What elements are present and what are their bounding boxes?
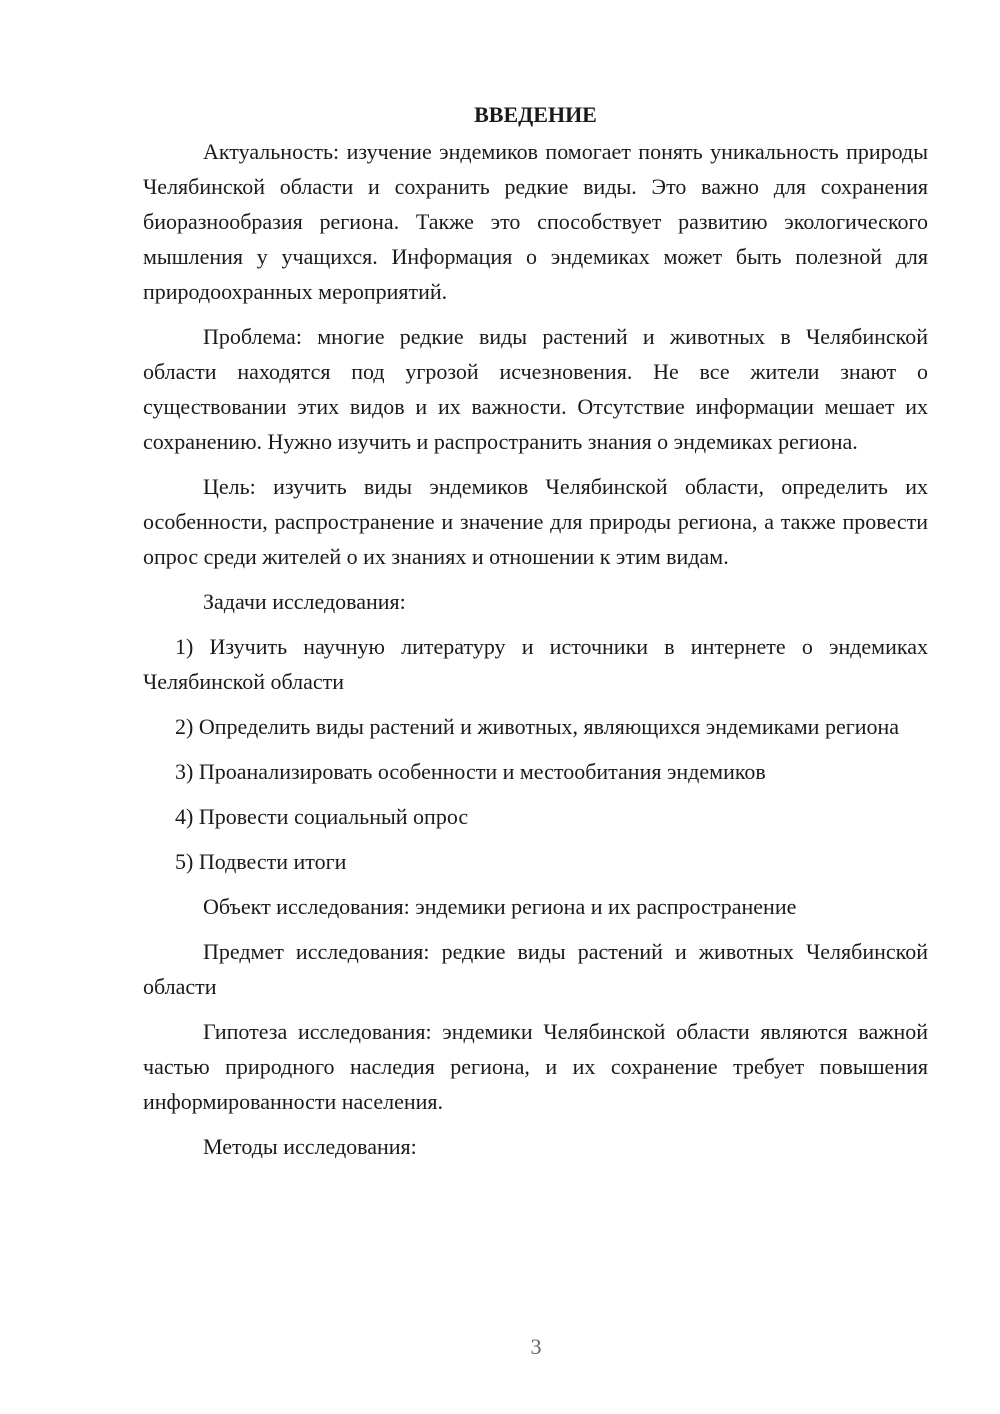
task-item-2: 2) Определить виды растений и животных, являющихся эндемиками региона xyxy=(175,714,900,739)
methods-heading: Методы исследования: xyxy=(203,1134,417,1159)
task-item-1: 1) Изучить научную литературу и источники в интернете о эндемиках Челябинской области xyxy=(143,634,928,694)
task-item-3: 3) Проанализировать особенности и местообитания эндемиков xyxy=(175,759,766,784)
relevance-paragraph: Актуальность: изучение эндемиков помогает понять уникальность природы Челябинской области и сохранить редкие виды. Это важно для сохранения биоразнообразия региона. Также это способствует развитию экологического мышления у учащихся. Информация о эндемиках может быть полезной для природоохранных мероприятий. xyxy=(143,139,928,304)
task-item-5: 5) Подвести итоги xyxy=(175,849,347,874)
tasks-heading: Задачи исследования: xyxy=(203,589,406,614)
object-paragraph: Объект исследования: эндемики региона и их распространение xyxy=(203,894,797,919)
section-title: ВВЕДЕНИЕ xyxy=(474,102,597,127)
hypothesis-paragraph: Гипотеза исследования: эндемики Челябинской области являются важной частью природного наследия региона, и их сохранение требует повышения информированности населения. xyxy=(143,1019,928,1114)
task-item-4: 4) Провести социальный опрос xyxy=(175,804,469,829)
problem-paragraph: Проблема: многие редкие виды растений и животных в Челябинской области находятся под угрозой исчезновения. Не все жители знают о существовании этих видов и их важности. Отсутствие информации мешает их сохранению. Нужно изучить и распространить знания о эндемиках региона. xyxy=(143,324,928,454)
subject-paragraph: Предмет исследования: редкие виды растений и животных Челябинской области xyxy=(143,939,928,999)
page-content xyxy=(143,97,928,1174)
goal-paragraph: Цель: изучить виды эндемиков Челябинской области, определить их особенности, распространение и значение для природы региона, а также провести опрос среди жителей о их знаниях и отношении к этим видам. xyxy=(143,474,928,569)
page-number: 3 xyxy=(530,1334,542,1359)
